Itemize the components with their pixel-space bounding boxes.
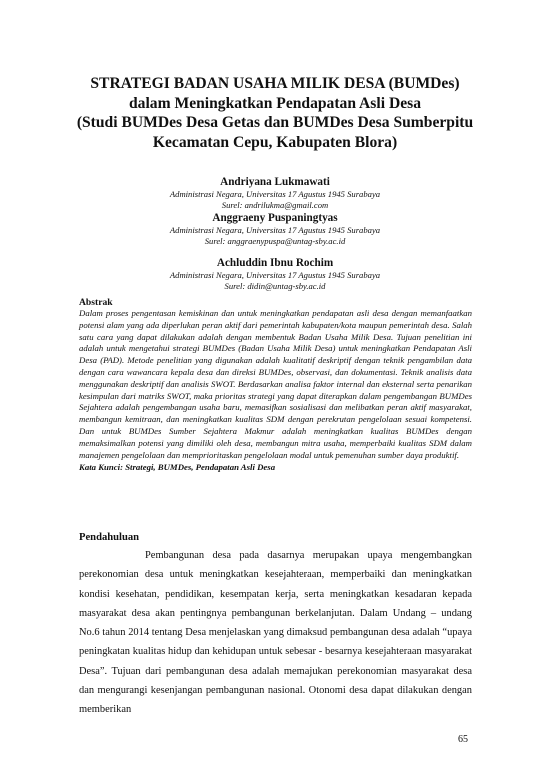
title-line-4: Kecamatan Cepu, Kabupaten Blora)	[152, 133, 398, 151]
author-affiliation: Administrasi Negara, Universitas 17 Agustus 1945 Surabaya	[169, 270, 381, 280]
author-email: Surel: andrilukma@gmail.com	[221, 200, 329, 210]
author-email: Surel: didin@untag-sby.ac.id	[224, 281, 326, 291]
keywords: Kata Kunci: Strategi, BUMDes, Pendapatan Asli Desa	[79, 462, 276, 473]
introduction-section	[79, 531, 472, 720]
title-line-3: (Studi BUMDes Desa Getas dan BUMDes Desa Sumberpitu	[76, 114, 474, 131]
abstract-text: Dalam proses pengentasan kemiskinan dan untuk meningkatkan pendapatan asli desa dengan memanfaatkan potensi alam yang ada diperlukan peran aktif dari pemerintah kabupaten/kota maupun pemerintah desa. Salah satu cara yang dapat dilakukan adalah dengan membentuk Badan Usaha Milik Desa. Tujuan penelitian ini adalah untuk mengetahui strategi BUMDes (Badan Usaha Milik Desa) untuk meningkatkan Pendapatan Asli Desa (PAD). Metode penelitian yang digunakan adalah kualitatif deskriptif dengan teknik pengambilan data dengan cara wawancara kepala desa dan direksi BUMDes, observasi, dan dokumentasi. Teknik analisis data menggunakan deskriptif dan analisis SWOT. Berdasarkan analisa faktor internal dan eksternal serta penarikan kesimpulan dari matriks SWOT, maka prioritas strategi yang dapat diterapkan dalam pengembangan BUMDes Sejahtera adalah pengembangan usaha baru, memasifkan sosialisasi dan melibatkan peran aktif masyarakat, membangun kemitraan, dan meningkatkan kualitas SDM dengan perekrutan pengelolaan sesuai kompetensi. Dan untuk BUMDes Sumber Sejahtera Makmur adalah meningkatkan kualitas BUMDes dengan memaksimalkan potensi yang dimiliki oleh desa, membangun mitra usaha, memperbaiki kualitas SDM dalam manajemen pengelolaan dan memprioritaskan pengelolaan modal untuk pemenuhan sumber daya produktif.	[79, 308, 472, 460]
author-name: Achluddin Ibnu Rochim	[216, 257, 334, 269]
author-affiliation: Administrasi Negara, Universitas 17 Agustus 1945 Surabaya	[169, 189, 381, 199]
title-line-1: STRATEGI BADAN USAHA MILIK DESA (BUMDes)	[90, 75, 460, 92]
author-name: Andriyana Lukmawati	[220, 176, 330, 188]
author-block-1	[80, 176, 470, 211]
introduction-heading: Pendahuluan	[79, 532, 140, 543]
page-number: 65	[458, 734, 468, 745]
author-block-3	[80, 257, 470, 292]
author-block-2	[80, 212, 470, 247]
introduction-text: Pembangunan desa pada dasarnya merupakan upaya mengembangkan perekonomian desa untuk meningkatkan kesejahteraan, memperbaiki dan meningkatkan kondisi kesehatan, pendidikan, kesempatan kerja, serta meningkatkan kesadaran kepada masyarakat desa akan pentingnya pembangunan berkelanjutan. Dalam Undang – undang No.6 tahun 2014 tentang Desa menjelaskan yang dimaksud pembangunan desa adalah “upaya peningkatan kualitas hidup dan kehidupan untuk sebesar - besarnya kesejahteraan masyarakat Desa”. Tujuan dari pembangunan desa adalah memajukan perekonomian masyarakat desa dan mengurangi kesenjangan pembangunan nasional. Otonomi desa dapat dilakukan dengan memberikan	[79, 550, 472, 716]
abstract-section	[79, 297, 472, 473]
author-affiliation: Administrasi Negara, Universitas 17 Agustus 1945 Surabaya	[169, 225, 381, 235]
author-name: Anggraeny Puspaningtyas	[212, 212, 338, 224]
paper-title	[70, 74, 480, 152]
author-email: Surel: anggraenypuspa@untag-sby.ac.id	[204, 236, 346, 246]
title-line-2: dalam Meningkatkan Pendapatan Asli Desa	[128, 94, 421, 112]
abstract-heading: Abstrak	[79, 297, 113, 308]
